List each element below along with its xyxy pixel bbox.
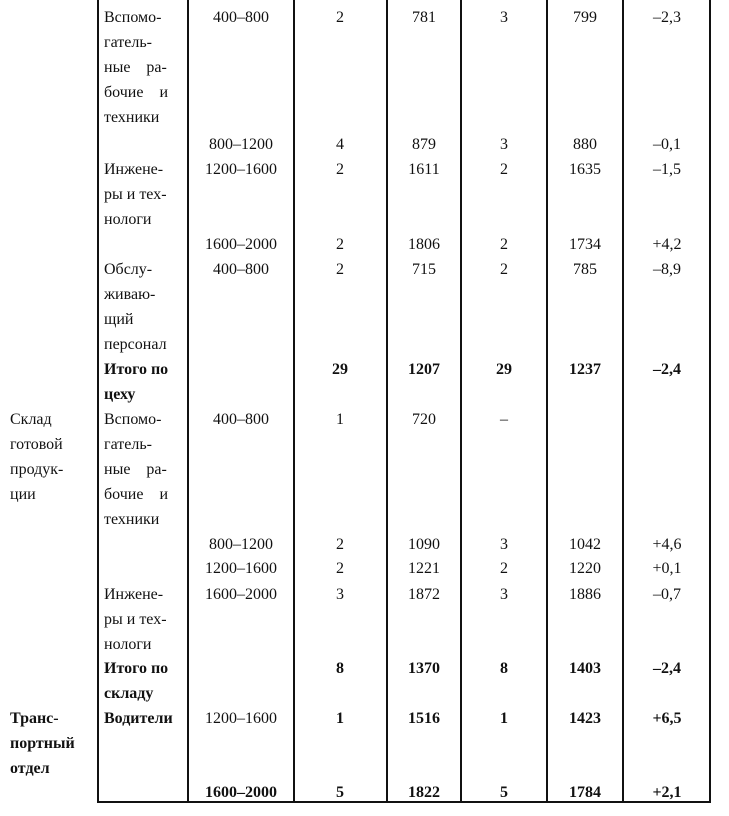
cell-n2: 8	[500, 660, 508, 677]
cell-n1: 29	[332, 361, 348, 378]
column-rule	[546, 0, 548, 803]
cell-category: Водители	[104, 710, 173, 727]
cell-category: Вспомо- гатель- ные ра- бочие и техники	[104, 411, 168, 528]
cell-sal1: 1090	[408, 536, 440, 553]
cell-sal1: 1516	[408, 710, 440, 727]
cell-sal2: 1220	[569, 560, 601, 577]
cell-change: –1,5	[653, 161, 681, 178]
cell-change: –2,4	[653, 361, 681, 378]
cell-sal1: 1872	[408, 586, 440, 603]
cell-n1: 8	[336, 660, 344, 677]
cell-sal1: 1221	[408, 560, 440, 577]
cell-n2: 2	[500, 261, 508, 278]
cell-sal2: 1886	[569, 586, 601, 603]
cell-dept: Транс- портный отдел	[10, 710, 75, 777]
cell-sal1: 1207	[408, 361, 440, 378]
cell-change: +0,1	[652, 560, 682, 577]
cell-sal2: 1784	[569, 784, 601, 801]
cell-range: 400–800	[213, 411, 269, 428]
cell-sal2: 1734	[569, 236, 601, 253]
cell-range: 1600–2000	[205, 236, 277, 253]
column-rule	[709, 0, 711, 803]
cell-n1: 2	[336, 161, 344, 178]
cell-n1: 2	[336, 560, 344, 577]
cell-sal1: 720	[412, 411, 436, 428]
cell-change: +2,1	[652, 784, 682, 801]
column-rule	[293, 0, 295, 803]
cell-sal1: 1370	[408, 660, 440, 677]
cell-range: 1200–1600	[205, 560, 277, 577]
cell-dept: Склад готовой продук- ции	[10, 411, 64, 503]
cell-change: –2,4	[653, 660, 681, 677]
cell-n2: 3	[500, 136, 508, 153]
cell-sal1: 879	[412, 136, 436, 153]
cell-n1: 1	[336, 411, 344, 428]
cell-n2: 2	[500, 236, 508, 253]
cell-sal2: 1423	[569, 710, 601, 727]
cell-n1: 1	[336, 710, 344, 727]
cell-sal1: 715	[412, 261, 436, 278]
cell-n1: 2	[336, 9, 344, 26]
cell-sal1: 1822	[408, 784, 440, 801]
cell-n1: 2	[336, 236, 344, 253]
cell-n2: 3	[500, 586, 508, 603]
cell-range: 800–1200	[209, 136, 273, 153]
cell-sal2: 880	[573, 136, 597, 153]
cell-change: +4,6	[652, 536, 682, 553]
cell-change: –8,9	[653, 261, 681, 278]
cell-change: +4,2	[652, 236, 682, 253]
cell-n2: 2	[500, 560, 508, 577]
cell-change: –0,1	[653, 136, 681, 153]
cell-range: 400–800	[213, 261, 269, 278]
cell-n2: 29	[496, 361, 512, 378]
cell-range: 800–1200	[209, 536, 273, 553]
cell-category: Инжене- ры и тех- нологи	[104, 161, 167, 228]
cell-sal2: 1042	[569, 536, 601, 553]
cell-n1: 2	[336, 536, 344, 553]
cell-n2: 3	[500, 9, 508, 26]
cell-n2: 2	[500, 161, 508, 178]
cell-category: Итого по складу	[104, 660, 169, 702]
cell-n1: 2	[336, 261, 344, 278]
cell-category: Итого по цеху	[104, 361, 169, 403]
cell-n2: –	[500, 411, 508, 428]
cell-change: –0,7	[653, 586, 681, 603]
cell-sal2: 1237	[569, 361, 601, 378]
cell-category: Обслу- живаю- щий персонал	[104, 261, 167, 353]
cell-range: 1600–2000	[205, 784, 277, 801]
column-rule	[386, 0, 388, 803]
column-rule	[97, 0, 99, 803]
cell-sal1: 1806	[408, 236, 440, 253]
cell-sal2: 1403	[569, 660, 601, 677]
cell-range: 1600–2000	[205, 586, 277, 603]
cell-n2: 1	[500, 710, 508, 727]
column-rule	[460, 0, 462, 803]
cell-n1: 5	[336, 784, 344, 801]
cell-n2: 5	[500, 784, 508, 801]
cell-change: –2,3	[653, 9, 681, 26]
cell-sal2: 1635	[569, 161, 601, 178]
cell-range: 400–800	[213, 9, 269, 26]
cell-sal1: 1611	[408, 161, 440, 178]
cell-n1: 4	[336, 136, 344, 153]
cell-sal2: 785	[573, 261, 597, 278]
cell-n1: 3	[336, 586, 344, 603]
cell-sal2: 799	[573, 9, 597, 26]
cell-category: Инжене- ры и тех- нологи	[104, 586, 167, 653]
cell-change: +6,5	[652, 710, 682, 727]
cell-range: 1200–1600	[205, 710, 277, 727]
cell-category: Вспомо- гатель- ные ра- бочие и техники	[104, 9, 168, 126]
cell-n2: 3	[500, 536, 508, 553]
column-rule	[622, 0, 624, 803]
cell-sal1: 781	[412, 9, 436, 26]
cell-range: 1200–1600	[205, 161, 277, 178]
